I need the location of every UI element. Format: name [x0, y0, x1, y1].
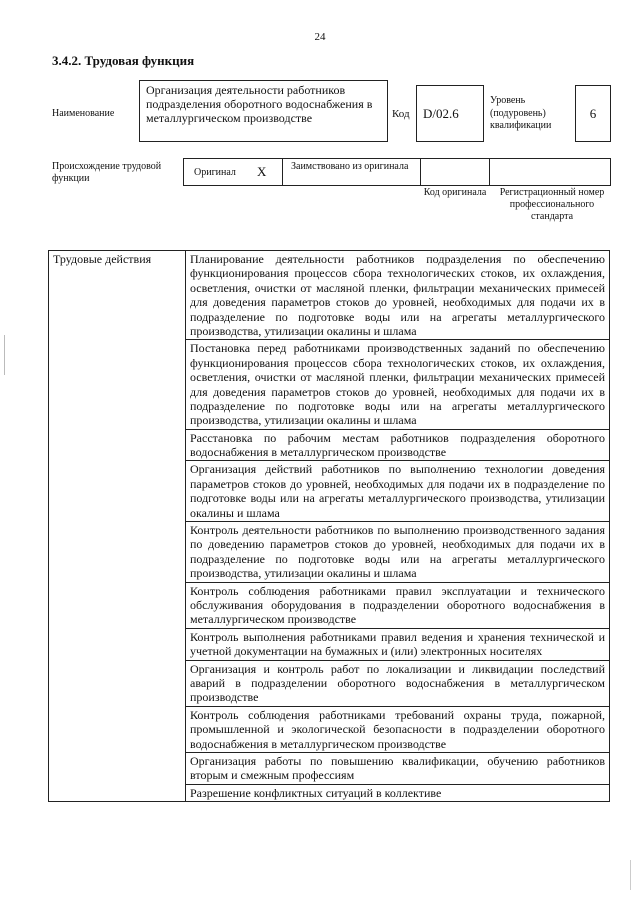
origin-code-cell	[420, 158, 490, 186]
section-title: 3.4.2. Трудовая функция	[52, 53, 195, 68]
list-item: Контроль соблюдения работниками правил эксплуатации и технического обслуживания оборудования в подразделении оборотного водоснабжения в металлургическом производстве	[186, 582, 610, 628]
borrowed-cell	[282, 158, 421, 186]
page-number: 24	[314, 31, 326, 43]
list-item: Контроль выполнения работниками правил ведения и хранения технической и учетной документации на бумажных и (или) электронных носителях	[186, 628, 610, 660]
name-label: Наименование	[52, 108, 115, 119]
list-item: Организация и контроль работ по локализации и ликвидации последствий аварий в подразделении оборотного водоснабжения в металлургическом производстве	[186, 660, 610, 706]
borrowed-label: Заимствовано из оригинала	[291, 161, 409, 172]
origin-row	[183, 158, 611, 186]
original-mark: X	[257, 164, 267, 179]
origin-code-caption: Код оригинала	[423, 187, 487, 198]
list-item: Организация работы по повышению квалификации, обучению работников вторым и смежным профессиям	[186, 752, 610, 784]
reg-number-cell	[489, 158, 611, 186]
list-item: Разрешение конфликтных ситуаций в коллективе	[186, 784, 610, 801]
function-level: 6	[575, 85, 611, 142]
original-cell	[183, 158, 283, 186]
list-item: Постановка перед работниками производственных заданий по обеспечению функционирования процессов сбора технологических стоков, их охлаждения, осветления, очистки от масляной пленки, фильтрации механических примесей для доведения параметров стоков до уровней, необходимых для подачи их в подразделение по подготовке воды или на агрегаты металлургического производства, утилизации окалины и шлама	[186, 340, 610, 429]
list-item: Контроль деятельности работников по выполнению производственного задания по доведению параметров стоков до уровней, необходимых для подачи их в подразделение по подготовке воды или на агрегаты металлургического производства, утилизации окалины и шлама	[186, 522, 610, 583]
function-name: Организация деятельности работников подразделения оборотного водоснабжения в металлургическом производстве	[139, 80, 388, 142]
origin-label: Происхождение трудовой функции	[52, 161, 162, 184]
scan-mark	[630, 860, 631, 890]
labor-actions-table	[48, 250, 610, 802]
list-item: Расстановка по рабочим местам работников подразделения оборотного водоснабжения в металлургическом производстве	[186, 429, 610, 461]
scan-mark	[4, 335, 5, 375]
reg-number-caption: Регистрационный номер профессионального стандарта	[499, 187, 605, 222]
table-row	[49, 251, 610, 340]
list-item: Контроль соблюдения работниками требований охраны труда, пожарной, промышленной и экологической безопасности в подразделении оборотного водоснабжения в металлургическом производстве	[186, 706, 610, 752]
function-code: D/02.6	[416, 85, 484, 142]
level-label: Уровень (подуровень) квалификации	[490, 95, 552, 131]
labor-actions-header: Трудовые действия	[49, 251, 186, 802]
list-item: Организация действий работников по выполнению технологии доведения параметров стоков до уровней, необходимых для подачи их в подразделение по подготовке воды или на агрегаты металлургического производства, утилизации окалины и шлама	[186, 461, 610, 522]
code-label: Код	[392, 108, 410, 120]
list-item: Планирование деятельности работников подразделения по обеспечению функционирования процессов сбора технологических стоков, их охлаждения, осветления, очистки от масляной пленки, фильтрации механических примесей для доведения параметров стоков до уровней, необходимых для подачи их в подразделение по подготовке воды или на агрегаты металлургического производства, утилизации окалины и шлама	[186, 251, 610, 340]
original-label: Оригинал	[194, 167, 236, 178]
